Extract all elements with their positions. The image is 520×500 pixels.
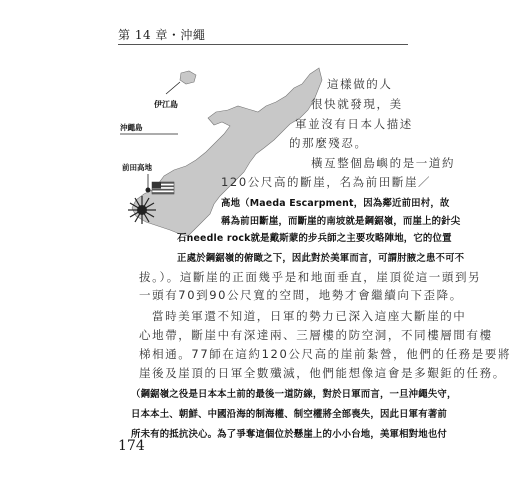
body-text-line: 拔。）。這斷崖的正面幾乎是和地面垂直，崖頂從這一頭到另 — [139, 270, 482, 284]
location-marker-icon — [146, 188, 151, 193]
body-text-line: 120公尺高的斷崖，名為前田斷崖／ — [221, 175, 432, 189]
body-text-line: 一頭有70到90公尺寬的空間，地勢才會繼續向下歪降。 — [139, 288, 463, 302]
body-text-line: 當時美軍還不知道，日軍的勢力已深入這座大斷崖的中 — [152, 309, 467, 323]
body-text-line: 日本本土、朝鮮、中國沿海的制海權、制空權將全部喪失，因此日軍有著前 — [131, 409, 447, 420]
page-number: 174 — [118, 438, 145, 454]
body-text-line: 心地帶，斷崖中有深達兩、三層樓的防空洞，不同樓層間有樓 — [139, 328, 493, 342]
body-text-line: 高地（Maeda Escarpment，因為鄰近前田村，故 — [221, 198, 450, 209]
body-text-line: 橫亙整個島嶼的是一道約 — [311, 156, 456, 170]
body-text-line: 正處於鋼鋸嶺的俯瞰之下，因此對於美軍而言，可謂肘腋之患不可不 — [177, 253, 465, 264]
body-text-line: 這樣做的人 — [327, 77, 393, 91]
body-text-line: 很快就發現，美 — [311, 97, 403, 111]
map-label-iejima: 伊江島 — [154, 100, 178, 109]
chapter-header: 第 14 章・沖繩 — [118, 28, 206, 42]
body-text-line: 所未有的抵抗決心。為了爭奪這個位於懸崖上的小小台地，美軍相對地也付 — [131, 429, 447, 440]
body-text-line: 軍並沒有日本人描述 — [295, 117, 413, 131]
header-rule — [118, 44, 408, 45]
body-text-line: 石needle rock就是戴斯蒙的步兵師之主要攻略陣地，它的位置 — [177, 233, 452, 244]
body-text-line: 梯相通。77師在這約120公尺高的崖前紮營，他們的任務是要將 — [139, 347, 512, 361]
body-text-line: 崖後及崖頂的日軍全數殲滅，他們能想像這會是多艱鉅的任務。 — [139, 366, 506, 380]
us-flag-icon — [152, 182, 174, 194]
okinawa-island — [132, 68, 322, 236]
iejima-island — [180, 71, 196, 84]
body-text-line: （鋼鋸嶺之役是日本本土前的最後一道防線，對於日軍而言，一旦沖繩失守， — [131, 389, 457, 400]
map-label-maeda: 前田高地 — [122, 163, 152, 172]
body-text-line: 稱為前田斷崖，而斷崖的南坡就是鋼鋸嶺，而崖上的針尖 — [221, 216, 461, 227]
body-text-line: 的那麼殘忍。 — [289, 136, 368, 150]
map-label-okinawa: 沖繩島 — [120, 123, 143, 132]
